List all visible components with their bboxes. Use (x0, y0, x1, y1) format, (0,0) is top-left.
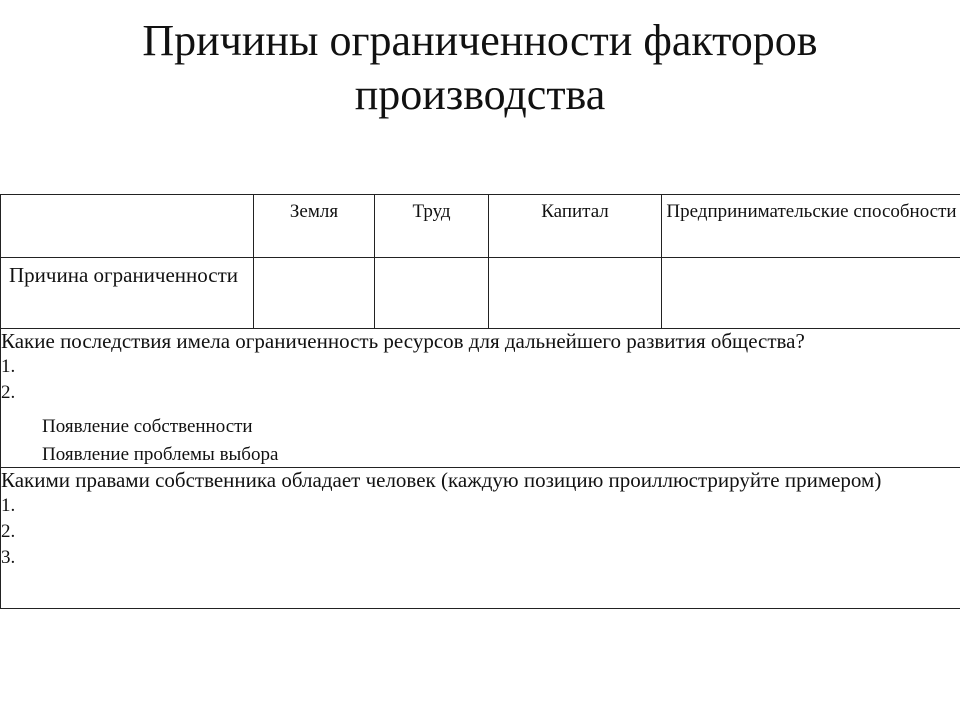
factors-table (0, 194, 960, 609)
column-header-labor: Труд (375, 195, 489, 258)
title-line-1: Причины ограниченности факторов (142, 16, 818, 65)
question-2-item-3: 3. (1, 547, 16, 568)
table-row-reason (1, 258, 960, 329)
cell-reason-land[interactable] (254, 258, 375, 329)
header-empty-cell (1, 195, 254, 258)
column-header-land: Земля (254, 195, 375, 258)
question-2-item-2: 2. (1, 521, 16, 542)
column-header-capital: Капитал (489, 195, 662, 258)
question-1-item-2: 2. (1, 382, 16, 403)
question-1-item-1: 1. (1, 356, 16, 377)
cell-reason-entrepreneurship[interactable] (662, 258, 960, 329)
answer-overlay-1: Появление собственности (42, 416, 253, 437)
question-2-text: Какими правами собственника обладает человек (каждую позицию проиллюстрируйте примером) (1, 468, 882, 492)
question-2-cell[interactable] (1, 468, 960, 609)
title-line-2: производства (354, 70, 606, 119)
slide-title (0, 14, 960, 122)
question-1-text: Какие последствия имела ограниченность ресурсов для дальнейшего развития общества? (1, 329, 805, 353)
cell-reason-labor[interactable] (375, 258, 489, 329)
factors-table-container (0, 194, 960, 609)
cell-reason-capital[interactable] (489, 258, 662, 329)
table-header-row (1, 195, 960, 258)
question-2-item-1: 1. (1, 495, 16, 516)
table-row-question-2 (1, 468, 960, 609)
column-header-entrepreneurship: Предпринимательские способности (662, 195, 960, 258)
answer-overlay-2: Появление проблемы выбора (42, 444, 279, 465)
row-label-reason: Причина ограниченности (1, 258, 254, 329)
